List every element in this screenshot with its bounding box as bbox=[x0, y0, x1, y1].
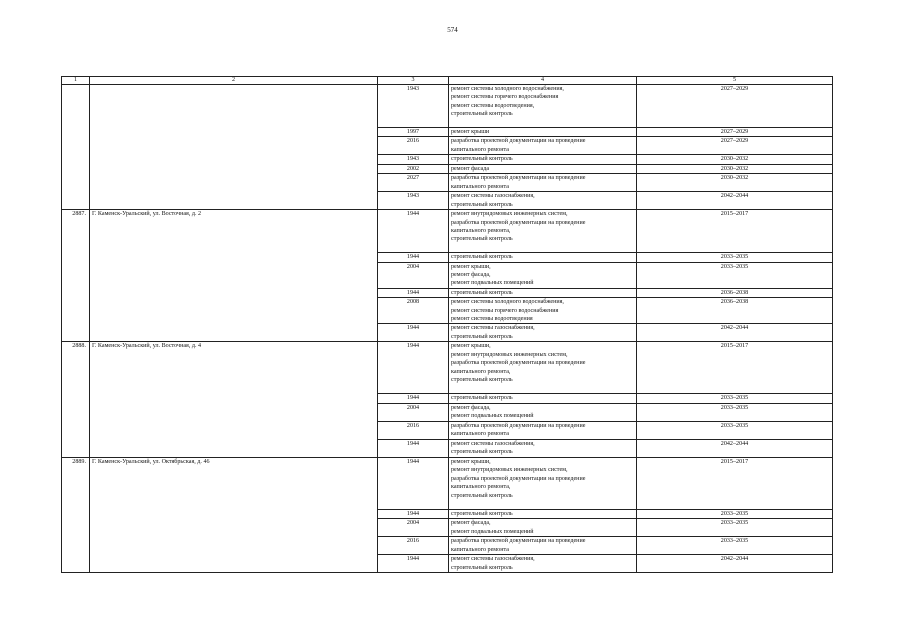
work-types-cell bbox=[449, 457, 637, 509]
building-number: 2887. bbox=[62, 210, 90, 342]
year-cell: 1943 bbox=[378, 192, 449, 210]
work-types-cell bbox=[449, 253, 637, 262]
period-cell: 2027–2029 bbox=[637, 85, 833, 128]
work-item: ремонт крыши, bbox=[451, 343, 491, 350]
work-types-cell bbox=[449, 555, 637, 573]
period-cell: 2030–2032 bbox=[637, 164, 833, 173]
building-address bbox=[90, 85, 378, 210]
year-cell: 2004 bbox=[378, 403, 449, 421]
table-row bbox=[62, 85, 833, 128]
work-item: ремонт крыши bbox=[451, 129, 490, 135]
building-address: Г. Каменск-Уральский, ул. Октябрьская, д. 46 bbox=[90, 457, 378, 572]
work-item: ремонт подвальных помещений bbox=[451, 413, 534, 420]
year-cell: 1943 bbox=[378, 155, 449, 164]
work-item: ремонт системы газоснабжения, bbox=[451, 193, 535, 200]
work-item: ремонт внутридомовых инженерных систем, bbox=[451, 467, 568, 474]
work-item: строительный контроль bbox=[451, 201, 513, 208]
work-item: ремонт крыши, bbox=[451, 458, 491, 465]
work-types-cell bbox=[449, 210, 637, 253]
year-cell: 1997 bbox=[378, 128, 449, 137]
period-cell: 2042–2044 bbox=[637, 192, 833, 210]
work-item: ремонт фасада, bbox=[451, 404, 491, 411]
period-cell: 2030–2032 bbox=[637, 174, 833, 192]
work-item: ремонт системы горячего водоснабжения bbox=[451, 307, 559, 314]
year-cell: 2027 bbox=[378, 174, 449, 192]
year-cell: 2016 bbox=[378, 137, 449, 155]
work-item: строительный контроль bbox=[451, 289, 513, 296]
work-item: строительный контроль bbox=[451, 111, 513, 118]
work-types-cell bbox=[449, 298, 637, 324]
work-item: капитального ремонта, bbox=[451, 368, 511, 375]
work-types-cell bbox=[449, 403, 637, 421]
work-item: ремонт системы газоснабжения, bbox=[451, 440, 535, 447]
work-item: ремонт внутридомовых инженерных систем, bbox=[451, 211, 568, 218]
work-item: разработка проектной документации на проведение bbox=[451, 475, 586, 482]
table-body bbox=[62, 85, 833, 573]
work-types-cell bbox=[449, 137, 637, 155]
work-item: строительный контроль bbox=[451, 333, 513, 340]
work-item: ремонт системы водоотведения, bbox=[451, 102, 535, 109]
work-item: ремонт подвальных помещений bbox=[451, 528, 534, 535]
year-cell: 1944 bbox=[378, 210, 449, 253]
period-cell: 2033–2035 bbox=[637, 519, 833, 537]
work-types-cell bbox=[449, 85, 637, 128]
work-types-cell bbox=[449, 174, 637, 192]
building-number: 2889. bbox=[62, 457, 90, 572]
work-types-cell bbox=[449, 128, 637, 137]
work-item: строительный контроль bbox=[451, 156, 513, 163]
work-item: ремонт системы газоснабжения, bbox=[451, 325, 535, 332]
work-item: капитального ремонта bbox=[451, 146, 509, 153]
work-item: строительный контроль bbox=[451, 395, 513, 402]
period-cell: 2033–2035 bbox=[637, 253, 833, 262]
work-item: разработка проектной документации на проведение bbox=[451, 360, 586, 367]
work-types-cell bbox=[449, 324, 637, 342]
header-col-3: 3 bbox=[378, 77, 449, 85]
work-types-cell bbox=[449, 394, 637, 403]
work-item: разработка проектной документации на проведение bbox=[451, 219, 586, 226]
work-item: разработка проектной документации на проведение bbox=[451, 538, 586, 545]
period-cell: 2042–2044 bbox=[637, 324, 833, 342]
year-cell: 1944 bbox=[378, 342, 449, 394]
period-cell: 2027–2029 bbox=[637, 137, 833, 155]
year-cell: 2016 bbox=[378, 537, 449, 555]
work-item: капитального ремонта, bbox=[451, 228, 511, 235]
work-item: ремонт фасада bbox=[451, 165, 490, 172]
work-types-cell bbox=[449, 342, 637, 394]
building-number: 2888. bbox=[62, 342, 90, 457]
work-item: капитального ремонта bbox=[451, 183, 509, 190]
period-cell: 2015–2017 bbox=[637, 342, 833, 394]
work-item: капитального ремонта bbox=[451, 546, 509, 553]
year-cell: 1944 bbox=[378, 253, 449, 262]
work-item: ремонт фасада, bbox=[451, 520, 491, 527]
period-cell: 2033–2035 bbox=[637, 537, 833, 555]
work-types-cell bbox=[449, 192, 637, 210]
header-col-2: 2 bbox=[90, 77, 378, 85]
header-col-4: 4 bbox=[449, 77, 637, 85]
work-item: ремонт системы холодного водоснабжения, bbox=[451, 299, 564, 306]
header-col-5: 5 bbox=[637, 77, 833, 85]
work-item: ремонт фасада, bbox=[451, 272, 491, 279]
year-cell: 1944 bbox=[378, 509, 449, 518]
work-item: ремонт подвальных помещений bbox=[451, 280, 534, 287]
year-cell: 1944 bbox=[378, 457, 449, 509]
period-cell: 2033–2035 bbox=[637, 262, 833, 288]
work-item: ремонт системы холодного водоснабжения, bbox=[451, 86, 564, 92]
year-cell: 1944 bbox=[378, 555, 449, 573]
year-cell: 2002 bbox=[378, 164, 449, 173]
work-item: строительный контроль bbox=[451, 492, 513, 499]
work-item: ремонт внутридомовых инженерных систем, bbox=[451, 351, 568, 358]
year-cell: 2004 bbox=[378, 519, 449, 537]
building-address: Г. Каменск-Уральский, ул. Восточная, д. 4 bbox=[90, 342, 378, 457]
year-cell: 1944 bbox=[378, 288, 449, 297]
year-cell: 1944 bbox=[378, 439, 449, 457]
work-types-cell bbox=[449, 509, 637, 518]
work-types-cell bbox=[449, 519, 637, 537]
work-types-cell bbox=[449, 537, 637, 555]
work-item: строительный контроль bbox=[451, 236, 513, 243]
work-item: разработка проектной документации на проведение bbox=[451, 138, 586, 145]
period-cell: 2036–2038 bbox=[637, 298, 833, 324]
table-row bbox=[62, 457, 833, 509]
work-item: ремонт системы газоснабжения, bbox=[451, 556, 535, 563]
work-item: разработка проектной документации на проведение bbox=[451, 175, 586, 182]
period-cell: 2042–2044 bbox=[637, 439, 833, 457]
table-row bbox=[62, 342, 833, 394]
work-item: ремонт системы горячего водоснабжения bbox=[451, 94, 559, 101]
year-cell: 2004 bbox=[378, 262, 449, 288]
year-cell: 1944 bbox=[378, 394, 449, 403]
header-row bbox=[62, 77, 833, 85]
period-cell: 2030–2032 bbox=[637, 155, 833, 164]
work-types-cell bbox=[449, 439, 637, 457]
period-cell: 2036–2038 bbox=[637, 288, 833, 297]
work-item: разработка проектной документации на проведение bbox=[451, 422, 586, 429]
work-types-cell bbox=[449, 164, 637, 173]
table-row bbox=[62, 210, 833, 253]
building-address: Г. Каменск-Уральский, ул. Восточная, д. 2 bbox=[90, 210, 378, 342]
work-item: ремонт системы водоотведения bbox=[451, 316, 533, 323]
period-cell: 2042–2044 bbox=[637, 555, 833, 573]
building-number bbox=[62, 85, 90, 210]
work-types-cell bbox=[449, 155, 637, 164]
period-cell: 2027–2029 bbox=[637, 128, 833, 137]
page-number: 574 bbox=[447, 26, 458, 34]
work-item: строительный контроль bbox=[451, 449, 513, 456]
work-item: строительный контроль bbox=[451, 510, 513, 517]
year-cell: 1944 bbox=[378, 324, 449, 342]
period-cell: 2033–2035 bbox=[637, 421, 833, 439]
work-item: капитального ремонта, bbox=[451, 484, 511, 491]
work-item: капитального ремонта bbox=[451, 431, 509, 438]
period-cell: 2033–2035 bbox=[637, 403, 833, 421]
work-item: строительный контроль bbox=[451, 254, 513, 261]
work-item: строительный контроль bbox=[451, 564, 513, 571]
year-cell: 2008 bbox=[378, 298, 449, 324]
work-types-cell bbox=[449, 262, 637, 288]
header-col-1: 1 bbox=[62, 77, 90, 85]
work-item: строительный контроль bbox=[451, 377, 513, 384]
work-types-cell bbox=[449, 288, 637, 297]
year-cell: 1943 bbox=[378, 85, 449, 128]
period-cell: 2033–2035 bbox=[637, 509, 833, 518]
period-cell: 2015–2017 bbox=[637, 210, 833, 253]
period-cell: 2033–2035 bbox=[637, 394, 833, 403]
work-types-cell bbox=[449, 421, 637, 439]
repair-schedule-table bbox=[61, 76, 833, 573]
work-item: ремонт крыши, bbox=[451, 263, 491, 270]
year-cell: 2016 bbox=[378, 421, 449, 439]
period-cell: 2015–2017 bbox=[637, 457, 833, 509]
